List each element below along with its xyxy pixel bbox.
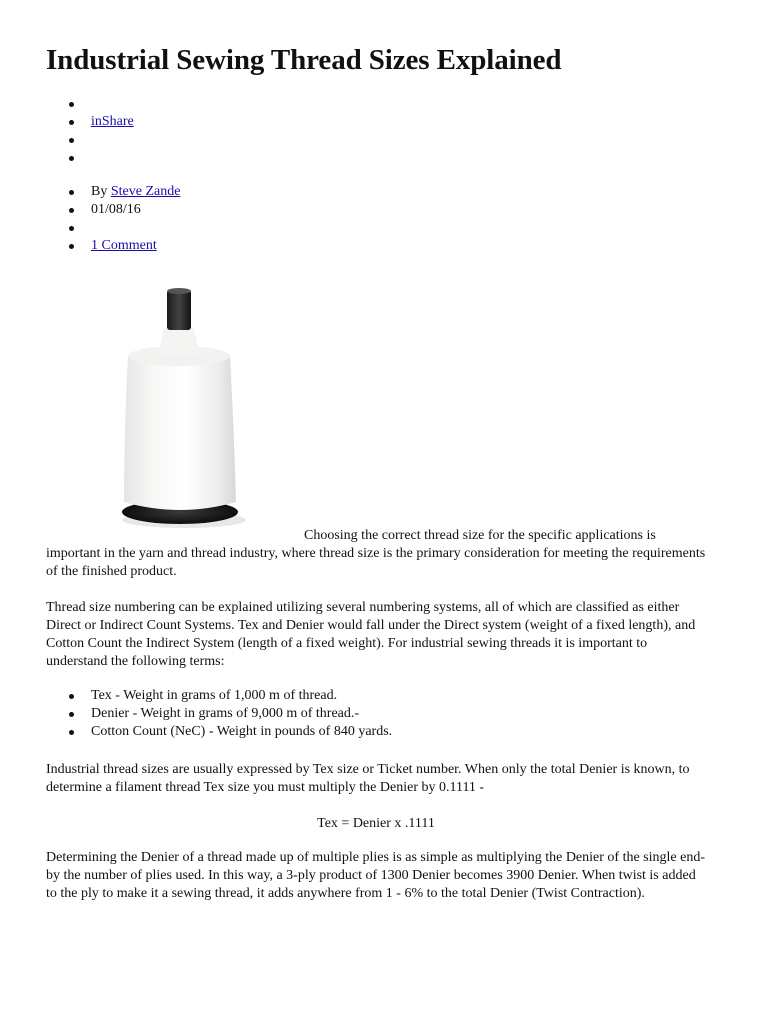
term-item-cotton-count: Cotton Count (NeC) - Weight in pounds of 840 yards. — [46, 723, 546, 741]
thread-spool-image — [104, 282, 264, 532]
tex-paragraph: Industrial thread sizes are usually expressed by Tex size or Ticket number. When only the total Denier is known, to determine a filament thread Tex size you must multiply the Denier by 0.1111 - — [46, 762, 690, 795]
share-item-empty-2 — [46, 131, 446, 149]
term-item-denier: Denier - Weight in grams of 9,000 m of thread.- — [46, 705, 546, 723]
share-item-inshare — [46, 113, 446, 131]
numbering-paragraph: Thread size numbering can be explained utilizing several numbering systems, all of which are classified as either Direct or Indirect Count Systems. Tex and Denier would fall under the Direct system (weight of a fixed length), and Cotton Count the Indirect System (length of a fixed weight). For industrial sewing threads it is important to understand the following terms: — [46, 600, 696, 669]
page-title: Industrial Sewing Thread Sizes Explained — [46, 44, 562, 76]
meta-date: 01/08/16 — [46, 201, 446, 219]
terms-list — [46, 687, 546, 741]
intro-paragraph-text: Choosing the correct thread size for the specific applications is important in the yarn and thread industry, where thread size is the primary consideration for meeting the requirements of the finished product. — [46, 528, 706, 579]
share-item-empty-1 — [46, 95, 446, 113]
share-list — [46, 95, 446, 167]
term-item-tex: Tex - Weight in grams of 1,000 m of thread. — [46, 687, 546, 705]
plies-paragraph: Determining the Denier of a thread made up of multiple plies is as simple as multiplying the Denier of the single end-by the number of plies used. In this way, a 3-ply product of 1300 Denier becomes 3900 Denier. When twist is added to the ply to make it a sewing thread, it adds anywhere from 1 - 6% to the total Denier (Twist Contraction). — [46, 850, 705, 901]
article-meta — [46, 183, 446, 255]
formula: Tex = Denier x .1111 — [317, 816, 435, 831]
by-prefix: By — [91, 184, 111, 199]
comments-link[interactable]: 1 Comment — [91, 238, 157, 253]
meta-author — [46, 183, 446, 201]
inshare-link[interactable]: inShare — [91, 114, 134, 129]
intro-paragraph — [46, 527, 706, 581]
meta-comments — [46, 237, 446, 255]
share-item-empty-3 — [46, 149, 446, 167]
meta-empty — [46, 219, 446, 237]
author-link[interactable]: Steve Zande — [110, 184, 181, 199]
